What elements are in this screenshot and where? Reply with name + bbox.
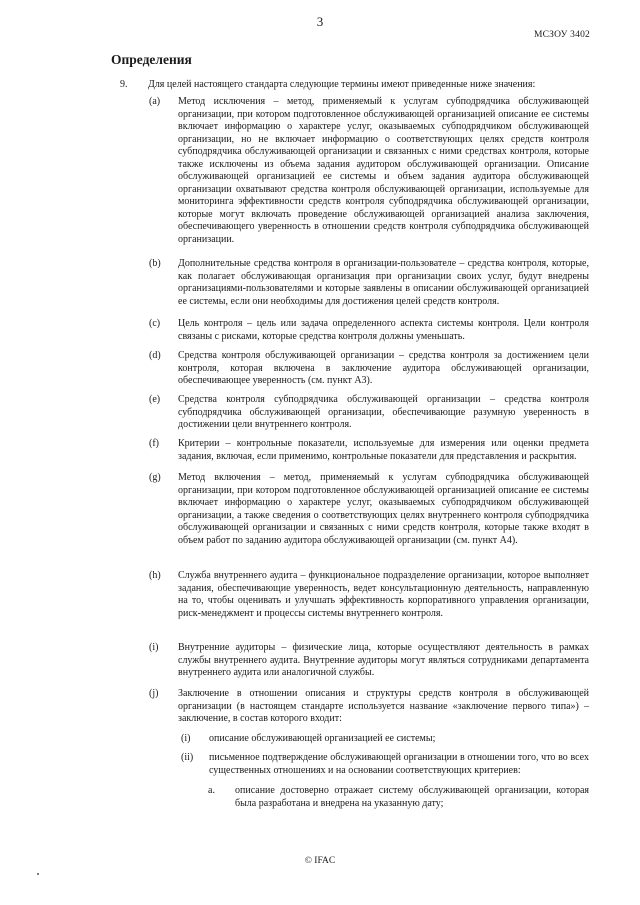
definition-marker: (j)	[149, 688, 159, 699]
definition-marker: (a)	[149, 96, 161, 107]
subitem-marker: (ii)	[181, 752, 194, 763]
definition-text: Дополнительные средства контроля в организации-пользователе – средства контроля, которые, как полагает обслуживающая организация при организации своих услуг, будут внедрены организациями-пользователями и которые заявлены в описании обслуживающей организацией ее системы, если они необходимы для достижения целей средств контроля.	[178, 258, 589, 307]
scan-speck	[37, 873, 39, 875]
subitem-text: описание обслуживающей организацией ее системы;	[209, 733, 436, 744]
definition-marker: (h)	[149, 570, 161, 581]
definition-text: Цель контроля – цель или задача определенного аспекта системы контроля. Цели контроля связаны с рисками, которые средства контроля должны уменьшать.	[178, 318, 589, 342]
definition-text: Средства контроля обслуживающей организации – средства контроля за достижением цели контроля, которая включена в заключение аудитора обслуживающей организации, обеспечивающее уверенность (см. пункт А3).	[178, 350, 589, 386]
definition-marker: (i)	[149, 642, 159, 653]
definition-marker: (e)	[149, 394, 161, 405]
definition-text: Критерии – контрольные показатели, используемые для измерения или оценки предмета задания, включая, если применимо, контрольные показатели для представления и раскрытия.	[178, 438, 589, 462]
definition-text: Средства контроля субподрядчика обслуживающей организации – средства контроля субподрядчика обслуживающей организации, обеспечивающие разумную уверенность в достижении цели внутреннего контроля.	[178, 394, 589, 430]
definition-text: Служба внутреннего аудита – функциональное подразделение организации, которое выполняет задания, обеспечивающие уверенность, ведет консультационную деятельность, направленную на то, чтобы оценивать и улучшать эффективность корпоративного управления организации, риск-менеджмент и процессы системы внутреннего контроля.	[178, 570, 589, 619]
paragraph-number: 9.	[120, 79, 128, 90]
subsubitem-text: описание достоверно отражает систему обслуживающей организации, которая была разработана и внедрена на указанную дату;	[235, 785, 589, 809]
definition-marker: (d)	[149, 350, 161, 361]
page-number: 3	[316, 14, 324, 29]
definition-marker: (f)	[149, 438, 159, 449]
subsubitem-marker: a.	[208, 785, 215, 796]
paragraph-text: Для целей настоящего стандарта следующие термины имеют приведенные ниже значения:	[148, 79, 536, 90]
document-code: МСЗОУ 3402	[534, 30, 590, 40]
subitem-marker: (i)	[181, 733, 191, 744]
definition-text: Внутренние аудиторы – физические лица, которые осуществляют деятельность в рамках службы внутреннего аудита. Внутренние аудиторы могут являться сотрудниками департамента внутреннего аудита или аналогичной службы.	[178, 642, 589, 678]
definition-text: Заключение в отношении описания и структуры средств контроля в обслуживающей организации (в настоящем стандарте используется название «заключение первого типа») – заключение, в состав которого входит:	[178, 688, 589, 724]
definition-marker: (b)	[149, 258, 161, 269]
subitem-text: письменное подтверждение обслуживающей организации в отношении того, что во всех существенных отношениях и на основании соответствующих критериев:	[209, 752, 589, 776]
definition-marker: (c)	[149, 318, 161, 329]
definition-text: Метод включения – метод, применяемый к услугам субподрядчика обслуживающей организации, при котором подготовленное обслуживающей организацией описание ее системы включает информацию о характере услуг, оказываемых субподрядчиком обслуживающей организации, а также сведения о соответствующих целях внутреннего контроля субподрядчика обслуживающей организации и связанных с ними средств контроля, которые также входят в объем работ по заданию аудитора обслуживающей организации (см. пункт А4).	[178, 472, 589, 546]
definition-marker: (g)	[149, 472, 161, 483]
copyright-footer: © IFAC	[304, 856, 336, 866]
section-heading: Определения	[111, 52, 192, 67]
definition-text: Метод исключения – метод, применяемый к услугам субподрядчика обслуживающей организации, при котором подготовленное обслуживающей организацией описание ее системы включает информацию о характере услуг, оказываемых субподрядчиком обслуживающей организации, но не включает информацию о соответствующих целях средств контроля субподрядчика обслуживающей организации и связанных с ними средствах контроля, которые также исключены из объема задания аудитором обслуживающей организации. Описание обслуживающей организацией ее системы и объем задания аудитора обслуживающей организации охватывают средства контроля обслуживающей организации, используемые для мониторинга эффективности средств контроля субподрядчика обслуживающей организации, которые могут включать проведение обслуживающей организацией анализа заключения, обеспечивающего уверенность в отношении средств контроля субподрядчика обслуживающей организации.	[178, 96, 589, 245]
